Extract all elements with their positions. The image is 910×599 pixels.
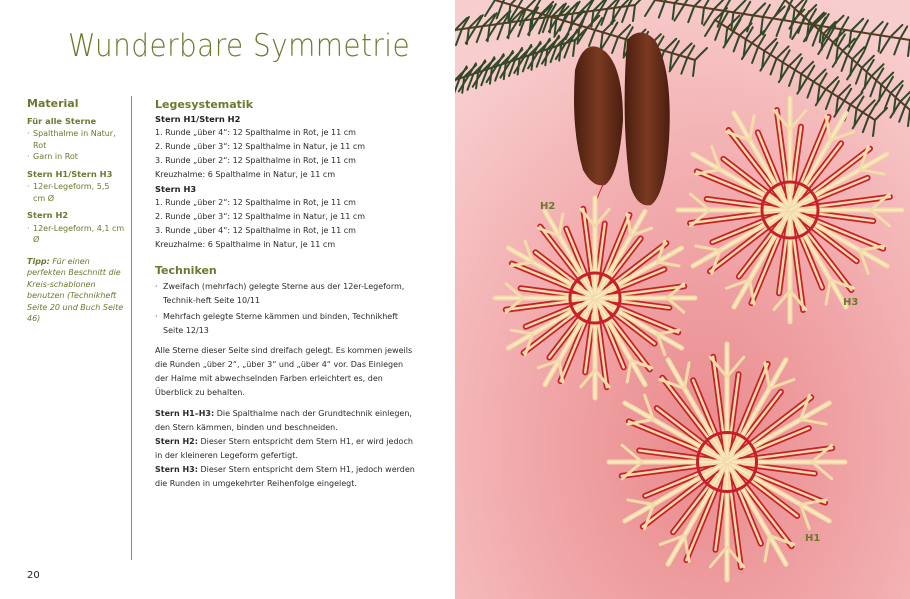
note-text: Dieser Stern entspricht dem Stern H1, jedoch werden die Runden in umgekehrter Reihenfolge eingelegt. [155,465,415,488]
techniken-heading: Techniken [155,264,217,277]
note-label: Stern H2: [155,437,198,446]
column-divider [131,96,132,560]
material-heading: Material [27,97,79,110]
instruction-line: 3. Runde „über 4“: 12 Spalthalme in Rot, je 11 cm [155,226,356,235]
page-number: 20 [27,570,40,581]
note-text: Dieser Stern entspricht dem Stern H1, er wird jedoch in der kleineren Legeform gefertigt. [155,437,413,460]
material-item: · Spalthalme in Natur, Rot [27,128,125,151]
label-h3: H3 [843,297,859,308]
main-column [155,98,417,491]
material-item: · 12er-Legeform, 5,5 cm Ø [27,181,113,204]
material-section [27,210,125,246]
material-section-heading: Stern H2 [27,210,69,220]
tip-text: Für einen perfekten Beschnitt die Kreis-schablonen benutzen (Technikheft Seite 20 und Buch Seite 46) [27,256,124,324]
star-notes [155,407,417,491]
instruction-line: 2. Runde „über 3“: 12 Spalthalme in Natur, je 11 cm [155,142,366,151]
legesystematik-heading: Legesystematik [155,98,254,111]
technique-item: · Zweifach (mehrfach) gelegte Sterne aus der 12er-Legeform, Technik-heft Seite 10/11 [155,280,417,308]
material-section [27,169,125,205]
note-label: Stern H1–H3: [155,409,215,418]
label-h2: H2 [540,201,556,212]
group-heading: Stern H1/Stern H2 [155,114,241,124]
material-item: · 12er-Legeform, 4,1 cm Ø [27,223,125,246]
straw-stars-photo [455,0,910,599]
instruction-line: Kreuzhalme: 6 Spalthalme in Natur, je 11 cm [155,240,336,249]
instruction-line: 2. Runde „über 3“: 12 Spalthalme in Natur, je 11 cm [155,212,366,221]
tip-box [27,256,125,326]
photo-page [455,0,910,599]
tip-label: Tipp: [27,256,50,266]
instruction-line: 1. Runde „über 2“: 12 Spalthalme in Rot, je 11 cm [155,198,356,207]
note-text: Die Spalthalme nach der Grundtechnik einlegen, den Stern kämmen, binden und beschneiden. [155,409,412,432]
instruction-line: 1. Runde „über 4“: 12 Spalthalme in Rot, je 11 cm [155,128,356,137]
technique-item: · Mehrfach gelegte Sterne kämmen und binden, Technikheft Seite 12/13 [155,310,417,338]
note-label: Stern H3: [155,465,198,474]
instruction-line: Kreuzhalme: 6 Spalthalme in Natur, je 11 cm [155,170,336,179]
group-heading: Stern H3 [155,184,197,194]
techniken-paragraph: Alle Sterne dieser Seite sind dreifach gelegt. Es kommen jeweils die Runden „über 2“, „über 3“ und „über 4“ vor. Das Einlegen der Halme mit abwechselnden Farben erleichtert es, den Überblick zu behalten. [155,346,413,397]
instruction-line: 3. Runde „über 2“: 12 Spalthalme in Rot, je 11 cm [155,156,356,165]
material-section-heading: Stern H1/Stern H3 [27,168,113,179]
page-title: Wunderbare Symmetrie [68,28,411,64]
material-section-heading: Für alle Sterne [27,115,97,126]
material-section [27,116,125,163]
material-sidebar [27,98,125,325]
label-h1: H1 [805,533,821,544]
material-item: · Garn in Rot [27,151,125,163]
